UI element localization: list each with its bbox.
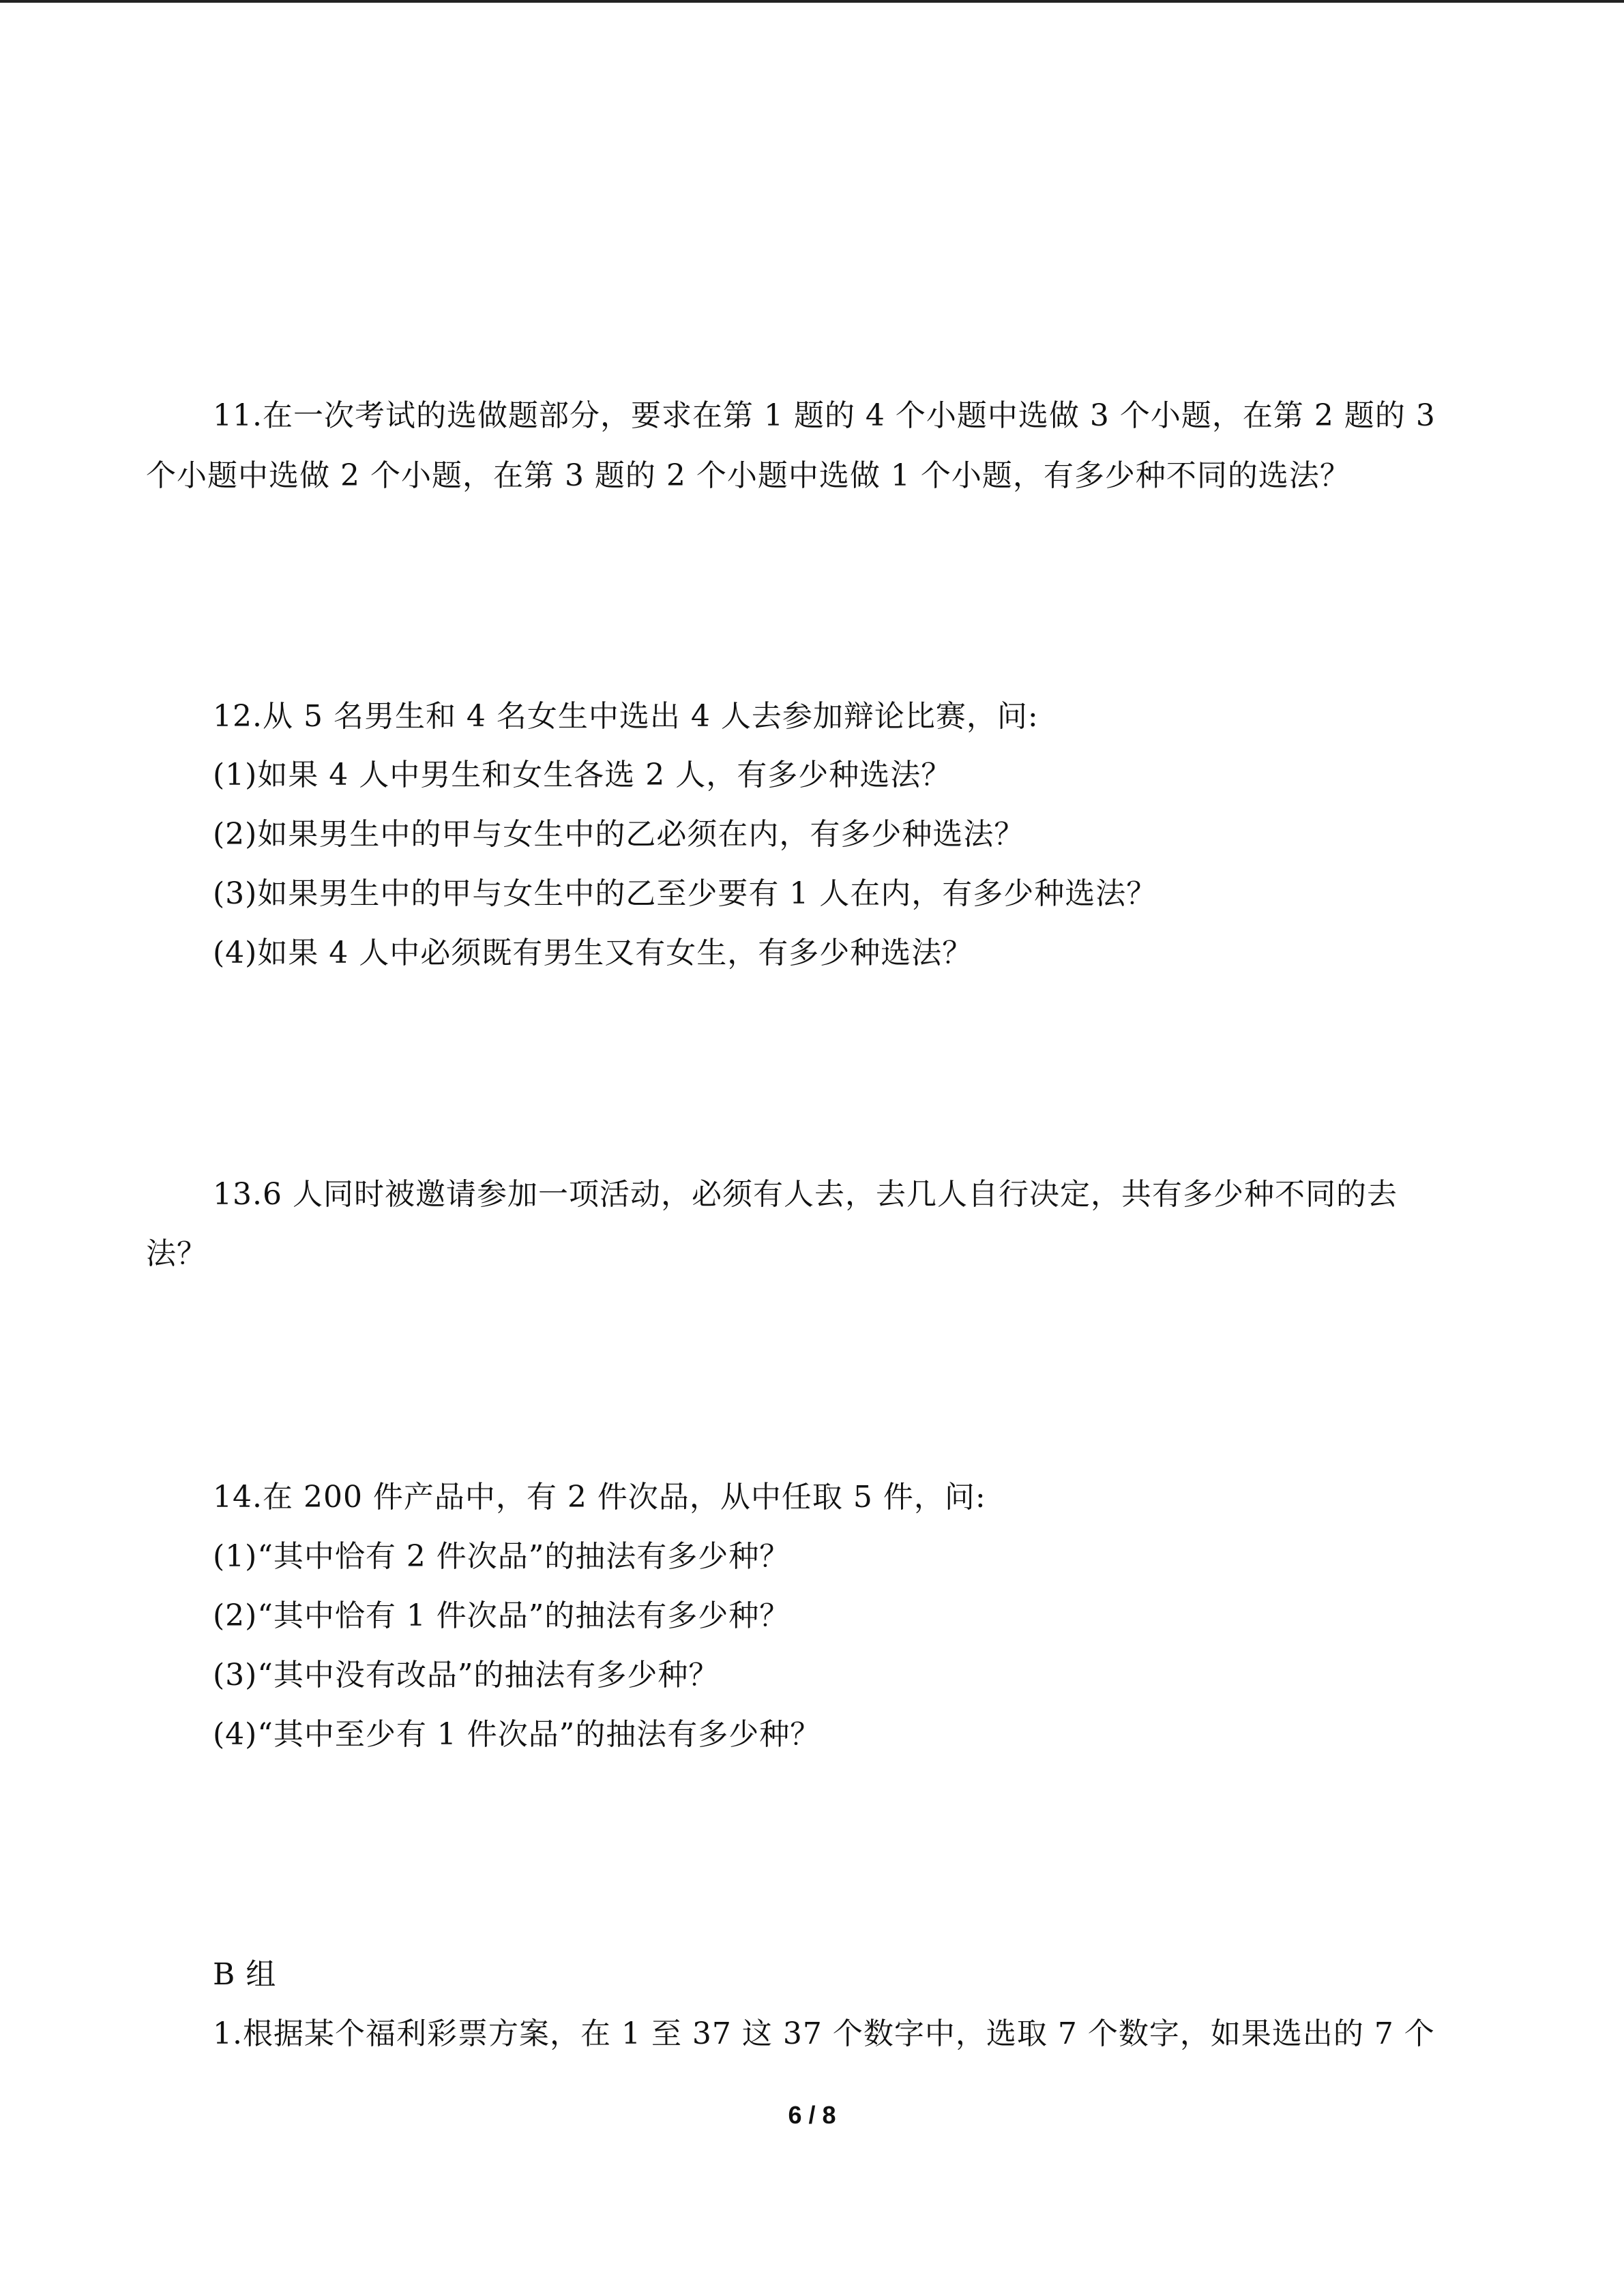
question-14-stem: 14.在 200 件产品中，有 2 件次品，从中任取 5 件，问: bbox=[213, 1480, 986, 1515]
question-14-part-4: (4)“其中至少有 1 件次品”的抽法有多少种？ bbox=[213, 1717, 821, 1752]
question-12-part-2: (2)如果男生中的甲与女生中的乙必须在内，有多少种选法？ bbox=[213, 817, 1025, 852]
section-b-heading: B 组 bbox=[213, 1957, 277, 1992]
question-13-line-1: 13.6 人同时被邀请参加一项活动，必须有人去，去几人自行决定，共有多少种不同的去 bbox=[213, 1177, 1398, 1212]
question-14-part-3: (3)“其中没有改品”的抽法有多少种？ bbox=[213, 1658, 720, 1693]
question-13-line-2: 法？ bbox=[146, 1236, 207, 1271]
question-14-part-1: (1)“其中恰有 2 件次品”的抽法有多少种？ bbox=[213, 1539, 791, 1574]
question-11-line-2: 个小题中选做 2 个小题，在第 3 题的 2 个小题中选做 1 个小题，有多少种不同的选法？ bbox=[146, 458, 1350, 493]
page-number: 6 / 8 bbox=[788, 2101, 836, 2129]
question-12-stem: 12.从 5 名男生和 4 名女生中选出 4 人去参加辩论比赛，问: bbox=[213, 699, 1039, 734]
question-14-part-2: (2)“其中恰有 1 件次品”的抽法有多少种？ bbox=[213, 1598, 791, 1633]
question-12-part-1: (1)如果 4 人中男生和女生各选 2 人，有多少种选法？ bbox=[213, 758, 952, 792]
question-12-part-4: (4)如果 4 人中必须既有男生又有女生，有多少种选法？ bbox=[213, 936, 973, 970]
section-b-question-1-line-1: 1.根据某个福利彩票方案，在 1 至 37 这 37 个数字中，选取 7 个数字，如果选出的 7 个 bbox=[213, 2016, 1435, 2051]
question-11-line-1: 11.在一次考试的选做题部分，要求在第 1 题的 4 个小题中选做 3 个小题，在第 2 题的 3 bbox=[213, 398, 1436, 433]
top-border-line bbox=[0, 0, 1624, 3]
question-12-part-3: (3)如果男生中的甲与女生中的乙至少要有 1 人在内，有多少种选法？ bbox=[213, 876, 1157, 911]
